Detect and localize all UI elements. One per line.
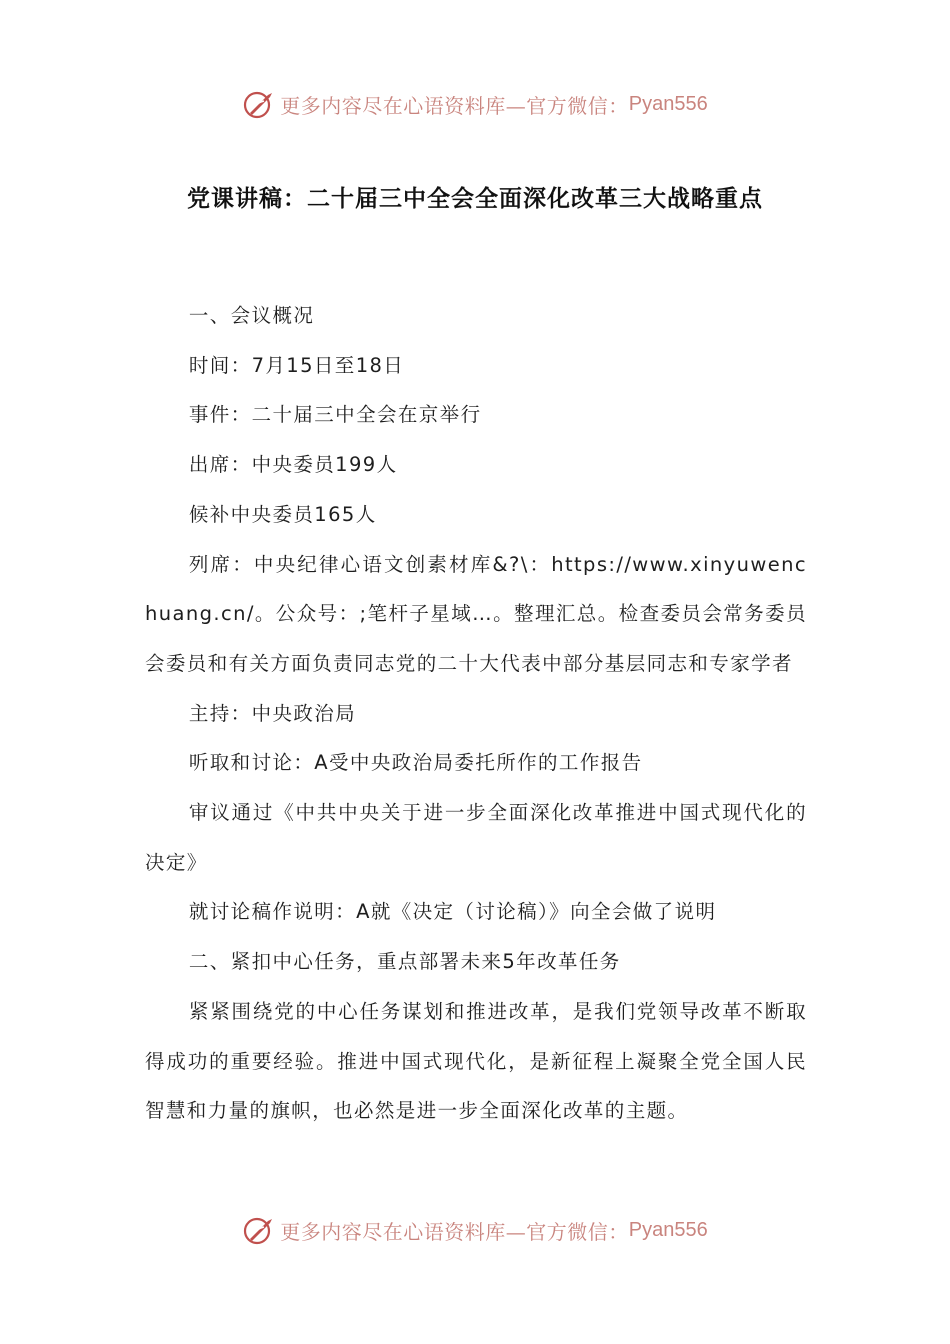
paragraph: 主持：中央政治局 xyxy=(188,701,357,725)
header-banner xyxy=(0,84,950,124)
paragraph: 候补中央委员165人 xyxy=(188,502,377,526)
pen-logo-icon xyxy=(242,1213,276,1247)
paragraph: 就讨论稿作说明：A就《决定（讨论稿）》向全会做了说明 xyxy=(188,900,717,924)
banner-text: 更多内容尽在心语资料库—官方微信： xyxy=(280,1219,629,1244)
paragraph: 事件：二十届三中全会在京举行 xyxy=(188,403,482,427)
footer-banner xyxy=(0,1210,950,1250)
section-heading: 二、紧扣中心任务，重点部署未来5年改革任务 xyxy=(188,950,621,974)
pen-logo-icon xyxy=(242,87,276,121)
wechat-id: Pyan556 xyxy=(628,1218,708,1241)
paragraph: 列席：中央纪律心语文创素材库&?\：https://www.xinyuwenchuang.cn/。公众号：;笔杆子星域…。整理汇总。检查委员会常务委员会委员和有关方面负责同志党的二十大代表中部分基层同志和专家学者 xyxy=(145,552,807,675)
wechat-id: Pyan556 xyxy=(628,92,708,115)
paragraph: 紧紧围绕党的中心任务谋划和推进改革，是我们党领导改革不断取得成功的重要经验。推进中国式现代化，是新征程上凝聚全党全国人民智慧和力量的旗帜，也必然是进一步全面深化改革的主题。 xyxy=(145,999,807,1123)
banner-text: 更多内容尽在心语资料库—官方微信： xyxy=(280,93,629,118)
paragraph: 审议通过《中共中央关于进一步全面深化改革推进中国式现代化的决定》 xyxy=(145,801,807,874)
paragraph: 时间：7月15日至18日 xyxy=(188,353,405,377)
document-body xyxy=(145,291,807,1136)
paragraph: 听取和讨论：A受中央政治局委托所作的工作报告 xyxy=(188,751,643,775)
paragraph: 出席：中央委员199人 xyxy=(188,453,398,477)
section-heading: 一、会议概况 xyxy=(188,304,315,327)
document-title: 党课讲稿：二十届三中全会全面深化改革三大战略重点 xyxy=(187,186,763,212)
